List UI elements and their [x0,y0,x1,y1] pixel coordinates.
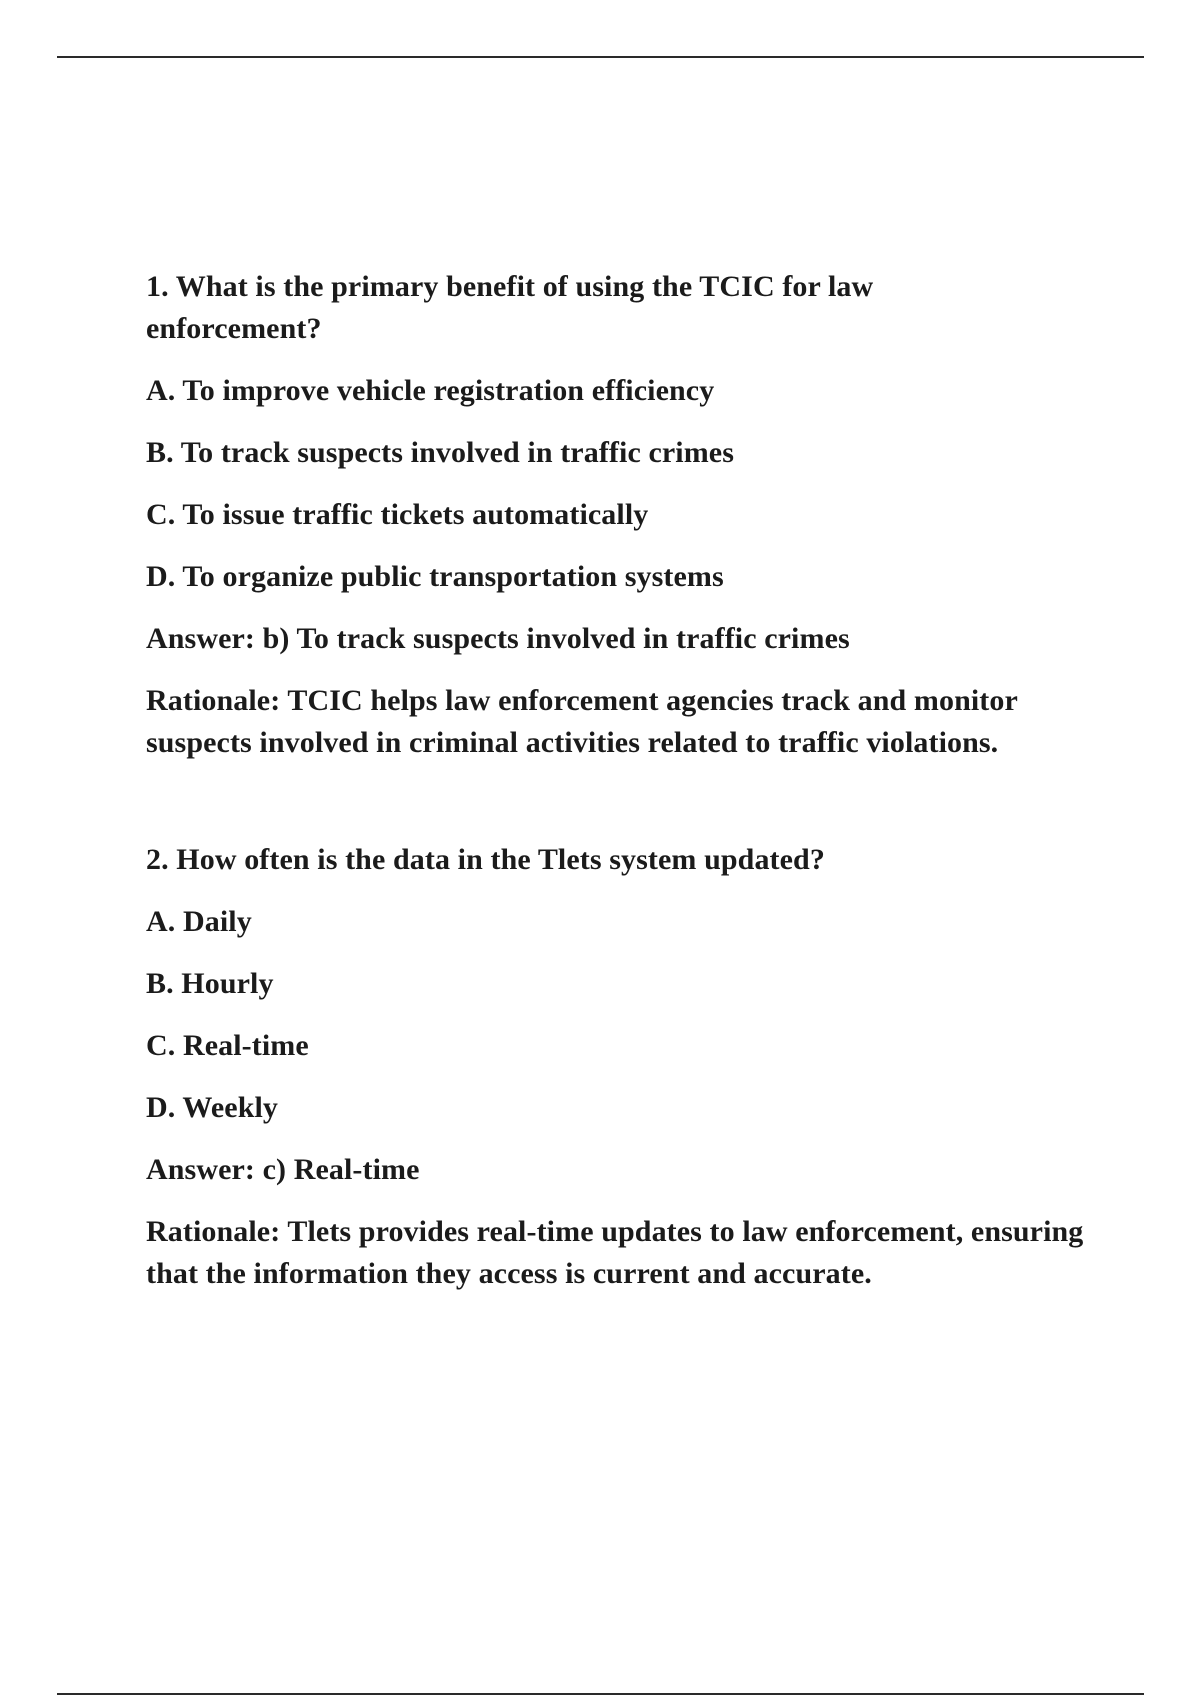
header-rule [57,56,1144,58]
option-d: D. To organize public transportation systems [146,560,724,593]
question-text: 2. How often is the data in the Tlets system updated? [146,843,825,876]
option-c: C. To issue traffic tickets automatically [146,498,649,531]
option-a: A. Daily [146,905,252,938]
answer-text: Answer: b) To track suspects involved in traffic crimes [146,622,850,655]
footer-rule [57,1693,1144,1695]
question-text: 1. What is the primary benefit of using the TCIC for law enforcement? [146,270,874,345]
rationale-text: Rationale: TCIC helps law enforcement agencies track and monitor suspects involved in criminal activities related to traffic violations. [146,684,1018,759]
option-a: A. To improve vehicle registration efficiency [146,374,715,407]
question-block-1 [146,266,1106,764]
option-d: D. Weekly [146,1091,279,1124]
rationale-text: Rationale: Tlets provides real-time updates to law enforcement, ensuring that the information they access is current and accurate. [146,1215,1084,1290]
option-b: B. To track suspects involved in traffic crimes [146,436,735,469]
question-block-2 [146,839,1106,1295]
document-body [146,266,1106,1295]
answer-text: Answer: c) Real-time [146,1153,420,1186]
option-c: C. Real-time [146,1029,309,1062]
option-b: B. Hourly [146,967,274,1000]
